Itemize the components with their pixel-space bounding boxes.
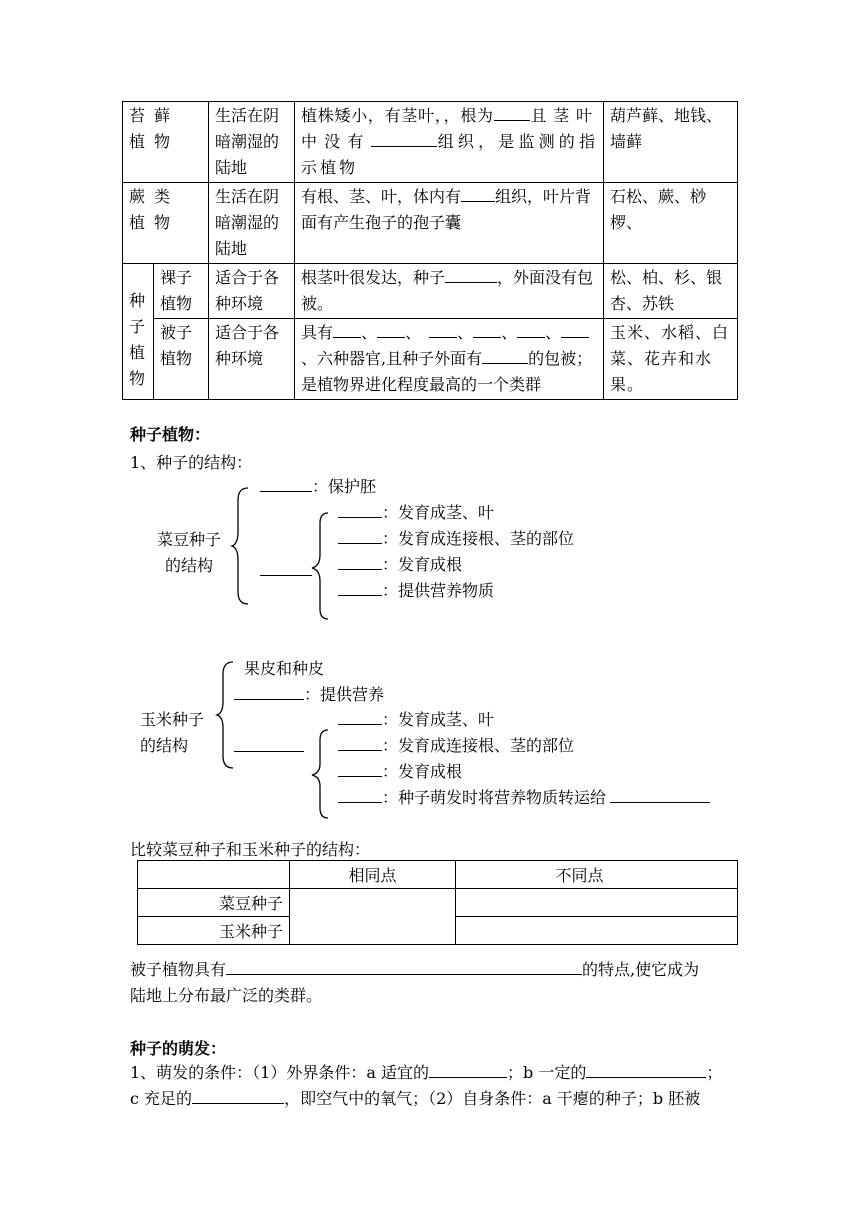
corn-part-text: ：种子萌发时将营养物质转运给 bbox=[382, 788, 607, 807]
fill-blank[interactable] bbox=[333, 321, 361, 338]
examples-cell: 葫芦藓、地钱、墙藓 bbox=[604, 102, 738, 183]
corn-part-row bbox=[338, 707, 494, 733]
diff-points-cell[interactable] bbox=[456, 917, 738, 945]
fill-blank[interactable] bbox=[338, 708, 382, 725]
feature-text: 、 bbox=[457, 323, 474, 342]
feature-text: 根茎叶很发达，种子 bbox=[301, 268, 446, 287]
corn-seed-label: 玉米种子的结构 bbox=[140, 710, 205, 755]
same-points-cell[interactable] bbox=[290, 889, 456, 945]
feature-text: 具有 bbox=[301, 323, 334, 342]
paragraph-text: ；b 一定的 bbox=[507, 1063, 587, 1082]
bean-part-text: ：发育成茎、叶 bbox=[382, 503, 495, 522]
examples-cell: 石松、蕨、桫椤、 bbox=[604, 183, 738, 264]
plant-classification-table bbox=[122, 101, 738, 400]
bean-embryo-blank bbox=[260, 559, 312, 580]
fill-blank[interactable] bbox=[586, 1061, 706, 1078]
corn-endosperm-row bbox=[234, 682, 384, 708]
feature-text: ，外面没有包被。 bbox=[301, 268, 594, 313]
fill-blank[interactable] bbox=[338, 760, 382, 777]
examples-cell: 玉米、水稻、白菜、花卉和水果。 bbox=[604, 319, 738, 400]
diff-points-cell[interactable] bbox=[456, 889, 738, 917]
feature-cell bbox=[295, 264, 604, 319]
feature-text: 、 bbox=[501, 323, 518, 342]
paragraph-text: 1、萌发的条件：（1）外界条件：a 适宜的 bbox=[130, 1063, 429, 1082]
habitat-cell: 生活在阴暗潮湿的陆地 bbox=[209, 183, 295, 264]
feature-cell bbox=[295, 102, 604, 183]
fill-blank[interactable] bbox=[260, 559, 312, 576]
fill-blank[interactable] bbox=[561, 321, 589, 338]
feature-text: 、 bbox=[301, 349, 318, 368]
bean-outer-brace bbox=[232, 486, 252, 606]
examples-cell: 松、柏、杉、银杏、苏铁 bbox=[604, 264, 738, 319]
bean-part-row bbox=[338, 500, 494, 526]
row-label: 菜豆种子 bbox=[138, 889, 290, 917]
group-cell bbox=[123, 264, 154, 400]
feature-text: 、 bbox=[545, 323, 562, 342]
bean-seed-coat-row bbox=[260, 474, 376, 500]
paragraph-text: ，即空气中的氧气；（2）自身条件：a 干瘪的种子；b 胚被 bbox=[284, 1089, 701, 1108]
feature-text: 组织，叶片背面有产生孢子的孢子囊 bbox=[301, 187, 592, 232]
table-row bbox=[123, 102, 738, 183]
bean-embryo-brace bbox=[312, 511, 332, 621]
habitat-cell: 适合于各种环境 bbox=[209, 319, 295, 400]
corn-peel-text: 果皮和种皮 bbox=[244, 659, 325, 678]
feature-text: 有根、茎、叶，体内有 bbox=[301, 187, 462, 206]
paragraph-text: 被子植物具有 bbox=[130, 960, 227, 979]
habitat-cell: 适合于各种环境 bbox=[209, 264, 295, 319]
feature-cell bbox=[295, 319, 604, 400]
corn-part-row bbox=[338, 733, 574, 759]
paragraph-text: 的特点,使它成为 bbox=[582, 960, 700, 979]
plant-name-cell: 苔藓植物 bbox=[123, 102, 209, 183]
header-cell: 不同点 bbox=[456, 861, 738, 889]
group-label: 种子植物 bbox=[129, 291, 146, 388]
bean-part-text: ：发育成根 bbox=[382, 555, 463, 574]
fill-blank[interactable] bbox=[338, 579, 382, 596]
feature-text: 植株矮小，有茎叶，，根为 bbox=[301, 106, 494, 125]
comparison-table bbox=[137, 860, 738, 945]
table-row bbox=[138, 889, 738, 917]
bean-seed-coat-text: ：保护胚 bbox=[312, 477, 377, 496]
fill-blank[interactable] bbox=[338, 734, 382, 751]
section-heading: 种子植物： bbox=[130, 425, 211, 444]
feature-text: 组织，是监测的指示植物 bbox=[301, 132, 598, 177]
table-row bbox=[123, 264, 738, 319]
fill-blank[interactable] bbox=[482, 347, 528, 364]
plant-name-cell: 被子植物 bbox=[154, 319, 209, 400]
fill-blank[interactable] bbox=[429, 321, 457, 338]
paragraph-text: 陆地上分布最广泛的类群。 bbox=[130, 986, 323, 1005]
fill-blank[interactable] bbox=[371, 130, 437, 147]
fill-blank[interactable] bbox=[517, 321, 545, 338]
section-heading: 种子的萌发： bbox=[130, 1039, 227, 1058]
fill-blank[interactable] bbox=[429, 1061, 507, 1078]
feature-text: 且茎叶中没有 bbox=[301, 106, 598, 151]
habitat-cell: 生活在阴暗潮湿的陆地 bbox=[209, 102, 295, 183]
fill-blank[interactable] bbox=[461, 185, 495, 202]
corn-part-text: ：发育成茎、叶 bbox=[382, 710, 495, 729]
corn-endosperm-text: ：提供营养 bbox=[304, 685, 385, 704]
plant-name-cell: 蕨类植物 bbox=[123, 183, 209, 264]
corn-embryo-brace bbox=[312, 728, 332, 820]
bean-part-row bbox=[338, 526, 574, 552]
bean-part-row bbox=[338, 578, 494, 604]
germination-paragraph bbox=[130, 1060, 740, 1112]
fill-blank[interactable] bbox=[338, 553, 382, 570]
plant-name-cell: 裸子植物 bbox=[154, 264, 209, 319]
paragraph-text: c 充足的 bbox=[130, 1089, 193, 1108]
paragraph-text: ； bbox=[706, 1063, 723, 1082]
fill-blank[interactable] bbox=[473, 321, 501, 338]
bean-part-text: ：发育成连接根、茎的部位 bbox=[382, 529, 575, 548]
bean-seed-label: 菜豆种子的结构 bbox=[156, 530, 221, 575]
corn-part-row bbox=[338, 759, 462, 785]
compare-title: 比较菜豆种子和玉米种子的结构： bbox=[130, 840, 371, 859]
corn-part-row bbox=[338, 785, 710, 811]
fill-blank[interactable] bbox=[494, 104, 530, 121]
row-label: 玉米种子 bbox=[138, 917, 290, 945]
fill-blank[interactable] bbox=[234, 683, 304, 700]
fill-blank[interactable] bbox=[610, 786, 710, 803]
feature-text: 、 bbox=[405, 323, 422, 342]
fill-blank[interactable] bbox=[226, 958, 582, 975]
feature-text: 、 bbox=[361, 323, 378, 342]
header-cell bbox=[138, 861, 290, 889]
table-row bbox=[123, 319, 738, 400]
fill-blank[interactable] bbox=[338, 527, 382, 544]
fill-blank[interactable] bbox=[338, 501, 382, 518]
corn-embryo-blank bbox=[234, 735, 304, 756]
fill-blank[interactable] bbox=[445, 266, 497, 283]
feature-text: 六种器官,且种子外面有 bbox=[317, 349, 483, 368]
table-row bbox=[138, 861, 738, 889]
corn-part-text: ：发育成根 bbox=[382, 762, 463, 781]
table-row bbox=[123, 183, 738, 264]
fill-blank[interactable] bbox=[338, 786, 382, 803]
bean-part-text: ：提供营养物质 bbox=[382, 581, 495, 600]
feature-cell bbox=[295, 183, 604, 264]
angiosperm-paragraph bbox=[130, 957, 740, 1009]
fill-blank[interactable] bbox=[234, 735, 304, 752]
fill-blank[interactable] bbox=[377, 321, 405, 338]
fill-blank[interactable] bbox=[260, 475, 312, 492]
corn-part-text: ：发育成连接根、茎的部位 bbox=[382, 736, 575, 755]
fill-blank[interactable] bbox=[192, 1087, 284, 1104]
header-cell: 相同点 bbox=[290, 861, 456, 889]
feature-text: 的包被；是植物界进化程度最高的一个类群 bbox=[301, 349, 593, 394]
bean-part-row bbox=[338, 552, 462, 578]
item-title: 1、种子的结构： bbox=[130, 453, 253, 472]
